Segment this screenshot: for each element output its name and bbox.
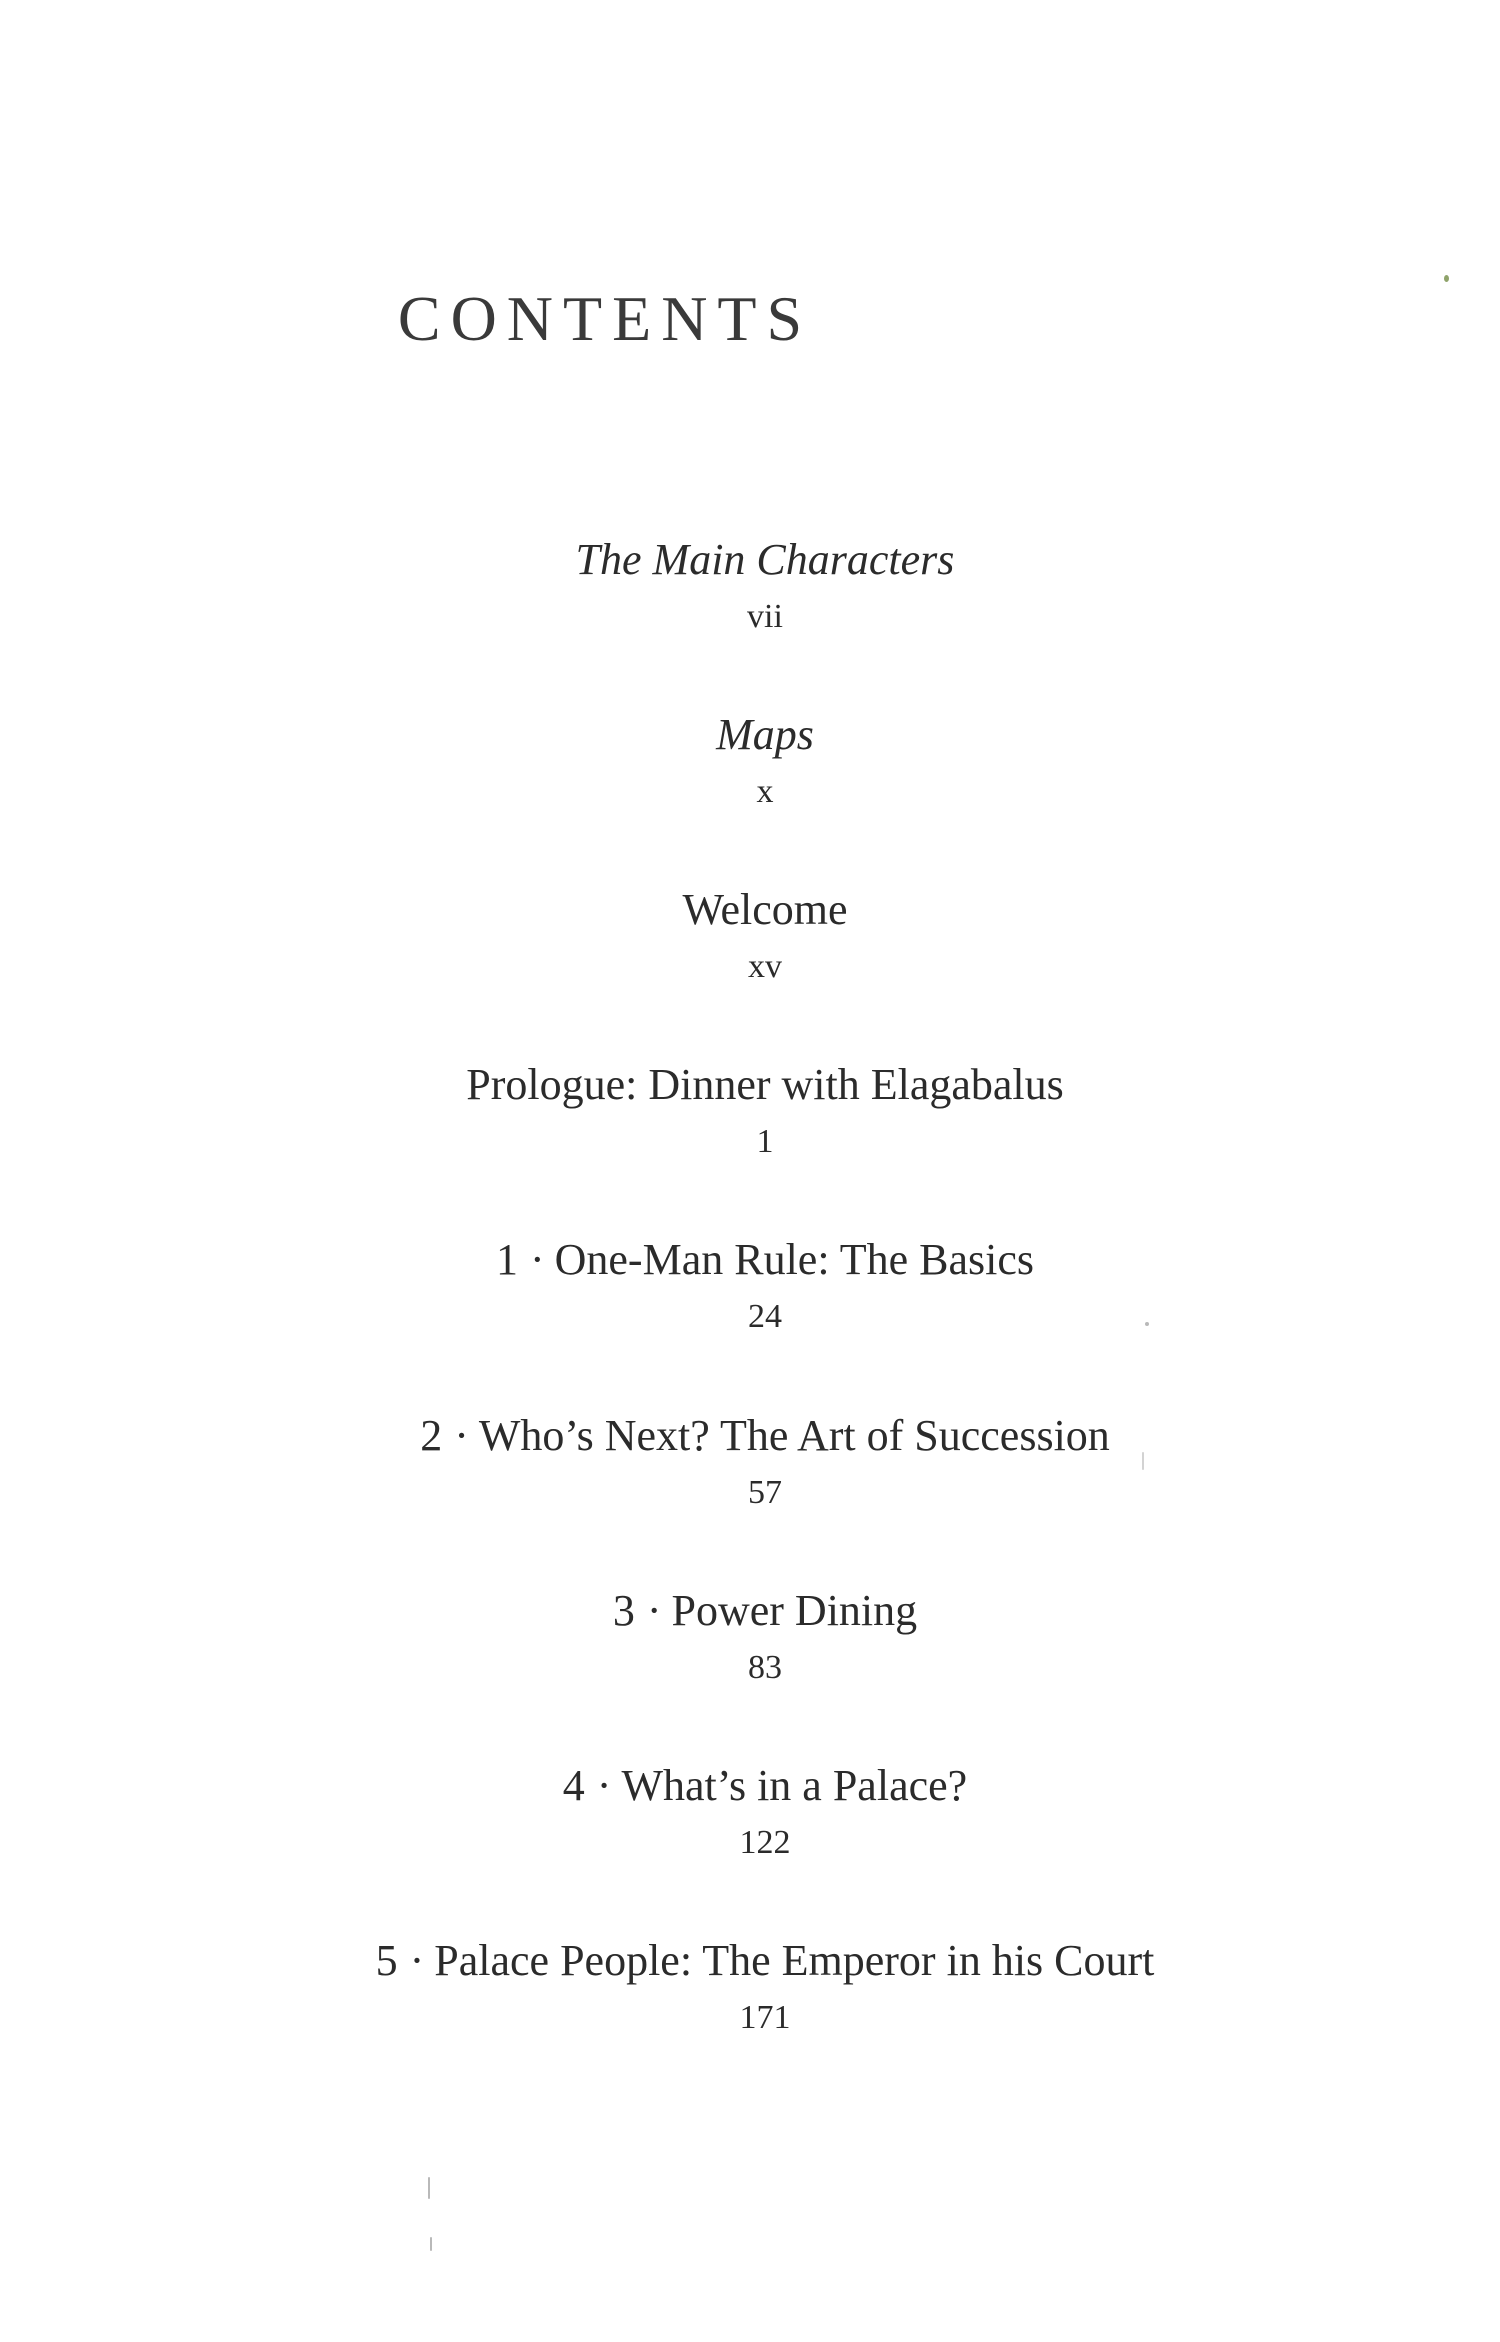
toc-entry-page: 122: [739, 1824, 791, 1861]
toc-entry-title: [0, 1408, 1500, 1464]
chapter-title: What’s in a Palace?: [621, 1761, 968, 1810]
toc-entry-title: [0, 1933, 1500, 1989]
chapter-number: 4: [562, 1761, 585, 1810]
chapter-title: Who’s Next? The Art of Succession: [478, 1411, 1110, 1460]
scan-speck: [428, 2177, 430, 2199]
toc-entry-page: 1: [756, 1123, 774, 1160]
toc-entry-chapter-4: [0, 1758, 1500, 1866]
toc-entry-maps: [0, 707, 1500, 815]
scan-speck: [1444, 275, 1449, 282]
toc-entry-main-characters: [0, 532, 1500, 640]
toc-entry-chapter-3: [0, 1583, 1500, 1691]
chapter-number: 5: [375, 1936, 398, 1985]
chapter-separator: ·: [529, 1235, 545, 1284]
toc-entry-page: vii: [747, 598, 783, 635]
toc-entry-chapter-2: [0, 1408, 1500, 1516]
toc-entry-title: The Main Characters: [575, 535, 955, 584]
scan-speck: [1142, 1452, 1144, 1470]
chapter-separator: ·: [596, 1761, 612, 1810]
toc-entry-page: xv: [748, 948, 782, 985]
toc-entry-title: [0, 1232, 1500, 1288]
toc-entry-page: x: [756, 773, 774, 810]
chapter-title: Power Dining: [671, 1586, 918, 1635]
chapter-title: Palace People: The Emperor in his Court: [434, 1936, 1155, 1985]
toc-entry-chapter-5: [0, 1933, 1500, 2041]
chapter-separator: ·: [454, 1411, 469, 1460]
scan-speck: [430, 2237, 432, 2251]
contents-heading: CONTENTS: [397, 283, 813, 354]
chapter-separator: ·: [646, 1586, 662, 1635]
toc-entry-page: 171: [739, 1999, 791, 2036]
chapter-number: 2: [420, 1411, 443, 1460]
chapter-number: 1: [495, 1235, 518, 1284]
chapter-title: One-Man Rule: The Basics: [554, 1235, 1035, 1284]
toc-entry-page: 83: [748, 1649, 782, 1686]
toc-entry-prologue: [0, 1057, 1500, 1165]
toc-entry-page: 24: [748, 1298, 782, 1335]
toc-entry-page: 57: [748, 1474, 782, 1511]
chapter-separator: ·: [409, 1936, 425, 1985]
chapter-number: 3: [612, 1586, 635, 1635]
toc-entry-welcome: [0, 882, 1500, 990]
toc-entry-title: Maps: [716, 710, 814, 759]
toc-entry-title: Welcome: [682, 885, 848, 934]
toc-entry-title: [0, 1758, 1500, 1814]
scan-speck: [1145, 1322, 1149, 1326]
toc-entry-title: [0, 1583, 1500, 1639]
toc-entry-title: Prologue: Dinner with Elagabalus: [466, 1060, 1064, 1109]
toc-entry-chapter-1: [0, 1232, 1500, 1340]
